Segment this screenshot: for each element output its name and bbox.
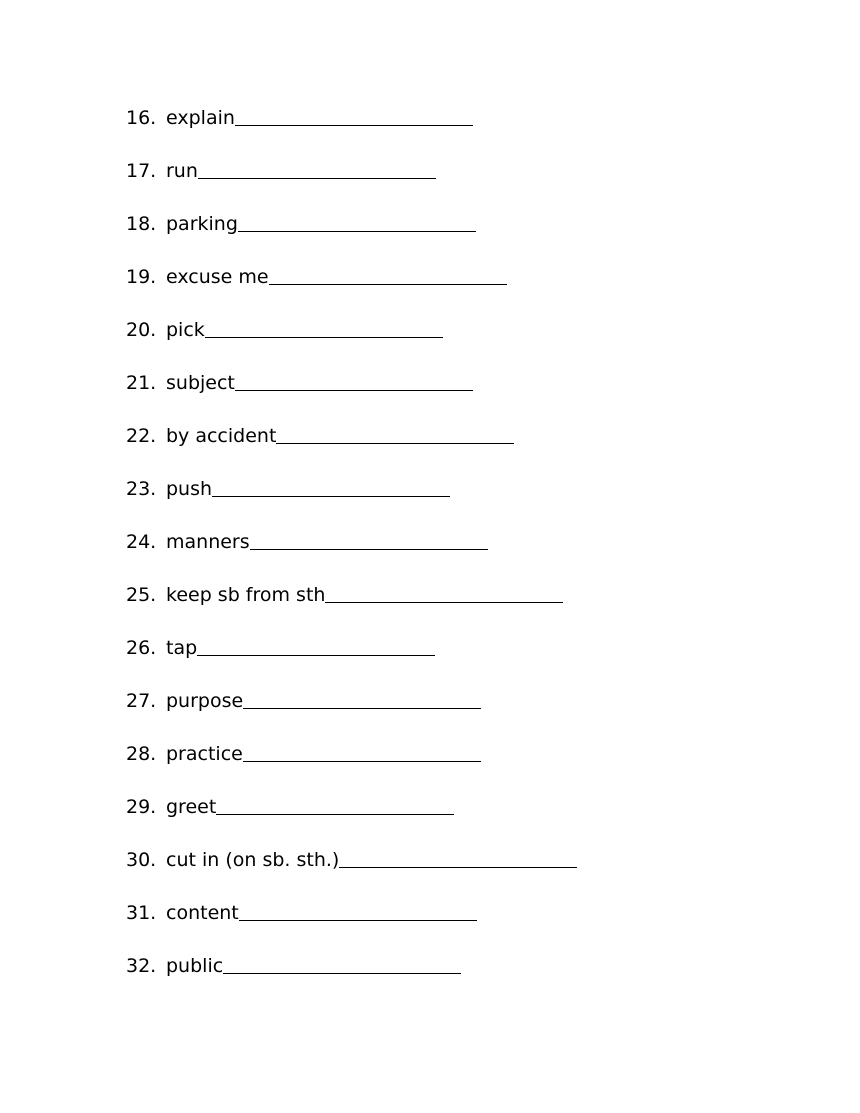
list-item [126,634,577,687]
answer-blank[interactable] [235,369,473,391]
item-number: 19. [126,266,157,288]
item-number: 30. [126,849,157,871]
list-item [126,210,577,263]
answer-blank[interactable] [239,899,477,921]
item-term: parking [166,213,238,235]
answer-blank[interactable] [339,846,577,868]
item-term: manners [166,531,250,553]
answer-blank[interactable] [197,634,435,656]
list-item [126,157,577,210]
list-item [126,316,577,369]
answer-blank[interactable] [198,157,436,179]
item-term: content [166,902,239,924]
item-number: 23. [126,478,157,500]
item-term: purpose [166,690,244,712]
answer-blank[interactable] [212,475,450,497]
item-term: public [166,955,224,977]
item-number: 31. [126,902,157,924]
list-item [126,422,577,475]
list-item [126,528,577,581]
item-number: 20. [126,319,157,341]
answer-blank[interactable] [325,581,563,603]
list-item [126,104,577,157]
item-term: keep sb from sth [166,584,326,606]
item-term: greet [166,796,217,818]
list-item [126,899,577,952]
list-item [126,369,577,422]
list-item [126,740,577,793]
answer-blank[interactable] [238,210,476,232]
item-number: 28. [126,743,157,765]
item-number: 24. [126,531,157,553]
list-item [126,475,577,528]
item-term: cut in (on sb. sth.) [166,849,340,871]
item-number: 26. [126,637,157,659]
list-item [126,687,577,740]
item-term: push [166,478,213,500]
list-item [126,581,577,634]
answer-blank[interactable] [243,687,481,709]
item-number: 32. [126,955,157,977]
item-number: 21. [126,372,157,394]
list-item [126,952,577,1005]
list-item [126,846,577,899]
answer-blank[interactable] [276,422,514,444]
answer-blank[interactable] [250,528,488,550]
item-number: 27. [126,690,157,712]
item-term: excuse me [166,266,269,288]
item-term: run [166,160,198,182]
answer-blank[interactable] [205,316,443,338]
list-item [126,263,577,316]
item-term: pick [166,319,205,341]
item-term: by accident [166,425,277,447]
item-term: subject [166,372,235,394]
list-item [126,793,577,846]
vocabulary-list [126,104,577,1005]
answer-blank[interactable] [223,952,461,974]
item-term: tap [166,637,198,659]
answer-blank[interactable] [269,263,507,285]
item-term: practice [166,743,243,765]
answer-blank[interactable] [235,104,473,126]
item-number: 22. [126,425,157,447]
answer-blank[interactable] [243,740,481,762]
answer-blank[interactable] [216,793,454,815]
item-number: 18. [126,213,157,235]
item-number: 29. [126,796,157,818]
item-number: 25. [126,584,157,606]
item-number: 17. [126,160,157,182]
item-term: explain [166,107,235,129]
item-number: 16. [126,107,157,129]
